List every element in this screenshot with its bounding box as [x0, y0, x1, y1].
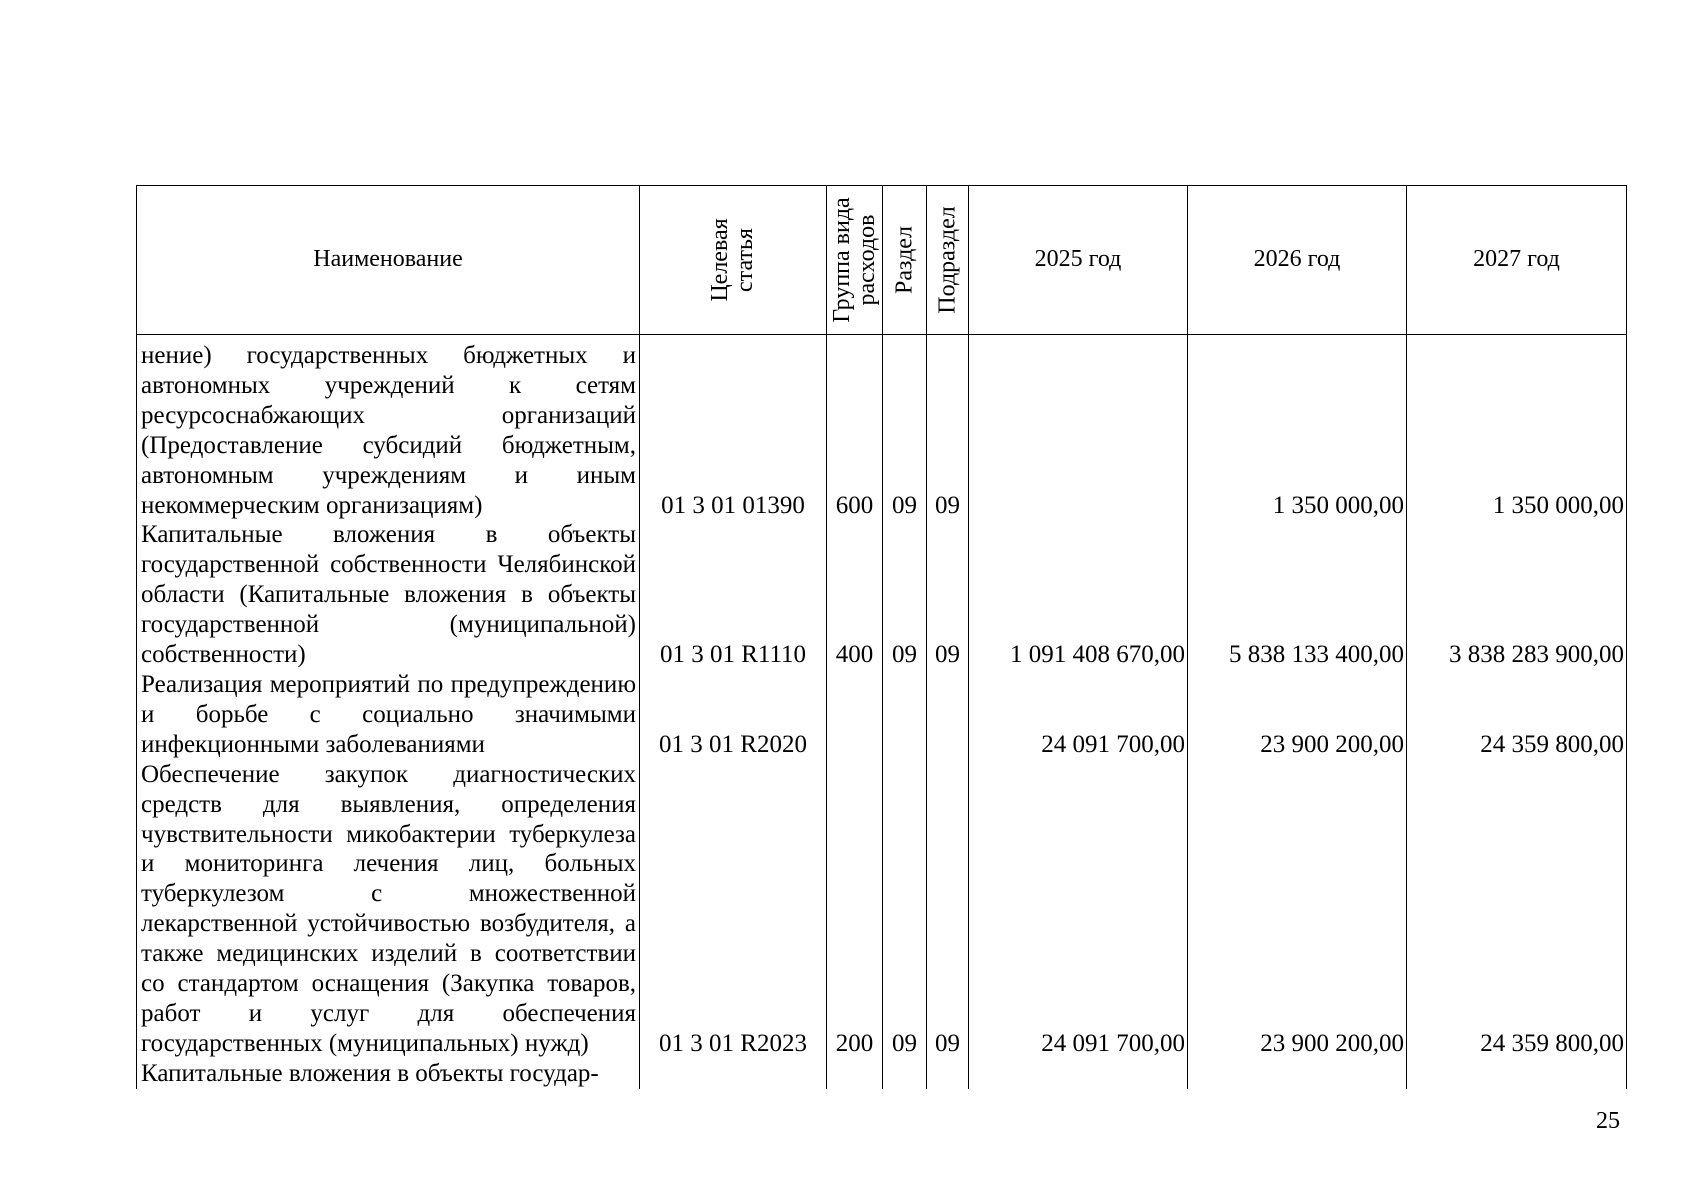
- row-name: Обеспечение закупок диагностических средств для выявления, определения чувствительности микобактерии туберкулеза и мониторинга лечения лиц, больных туберкулезом с множественной лекарственной устойчивостью возбудителя, а также медицинских изделий в соответствии со стандартом оснащения (Закупка товаров, работ и услуг для обеспечения государственных (муниципальных) нужд): [137, 760, 640, 1059]
- row-subsection: 09: [927, 760, 969, 1059]
- row-subsection: [927, 1059, 969, 1089]
- row-target-article: 01 3 01 R1110: [640, 520, 827, 670]
- header-name: Наименование: [137, 186, 640, 335]
- table-row: [137, 335, 1627, 521]
- row-name: Капитальные вложения в объекты государственной собственности Челябинской области (Капитальные вложения в объекты государственной (муниципальной) собственности): [137, 520, 640, 670]
- row-name: Капитальные вложения в объекты государ-: [137, 1059, 640, 1089]
- row-expense-group: [827, 1059, 883, 1089]
- row-amount-2026: 5 838 133 400,00: [1188, 520, 1407, 670]
- header-group-line2: расходов: [853, 214, 880, 306]
- header-year-2025: 2025 год: [969, 186, 1188, 335]
- table-row: [137, 670, 1627, 760]
- row-expense-group: [827, 670, 883, 760]
- table-body: [137, 335, 1627, 1089]
- row-target-article: 01 3 01 01390: [640, 335, 827, 521]
- row-amount-2027: 3 838 283 900,00: [1407, 520, 1627, 670]
- row-section: 09: [883, 520, 927, 670]
- row-section: [883, 670, 927, 760]
- row-subsection: 09: [927, 520, 969, 670]
- table-row-continued: [137, 1059, 1627, 1089]
- row-expense-group: 600: [827, 335, 883, 521]
- header-section-label: Раздел: [891, 226, 917, 294]
- row-expense-group: 400: [827, 520, 883, 670]
- row-subsection: [927, 670, 969, 760]
- row-amount-2025: [969, 1059, 1188, 1089]
- table-row: [137, 760, 1627, 1059]
- table-row: [137, 520, 1627, 670]
- header-target-line1: Целевая: [707, 218, 733, 302]
- row-amount-2027: 24 359 800,00: [1407, 760, 1627, 1059]
- header-subsection: [927, 186, 969, 335]
- header-section: [883, 186, 927, 335]
- header-group-line1: Группа вида: [828, 197, 855, 323]
- header-target-line2: статья: [732, 228, 758, 292]
- row-target-article: [640, 1059, 827, 1089]
- row-amount-2026: 23 900 200,00: [1188, 760, 1407, 1059]
- header-target-article: [640, 186, 827, 335]
- row-amount-2025: 1 091 408 670,00: [969, 520, 1188, 670]
- row-name: нение) государственных бюджетных и автономных учреждений к сетям ресурсоснабжающих организаций (Предоставление субсидий бюджетным, автономным учреждениям и иным некоммерческим организациям): [137, 335, 640, 521]
- row-section: 09: [883, 335, 927, 521]
- row-section: [883, 1059, 927, 1089]
- row-amount-2026: 23 900 200,00: [1188, 670, 1407, 760]
- row-expense-group: 200: [827, 760, 883, 1059]
- row-amount-2025: [969, 335, 1188, 521]
- row-amount-2027: 24 359 800,00: [1407, 670, 1627, 760]
- table-header: [137, 186, 1627, 335]
- header-expense-group: [827, 186, 883, 335]
- row-amount-2026: [1188, 1059, 1407, 1089]
- row-target-article: 01 3 01 R2020: [640, 670, 827, 760]
- row-amount-2027: 1 350 000,00: [1407, 335, 1627, 521]
- page-number: 25: [1596, 1108, 1620, 1134]
- row-subsection: 09: [927, 335, 969, 521]
- row-amount-2025: 24 091 700,00: [969, 760, 1188, 1059]
- row-target-article: 01 3 01 R2023: [640, 760, 827, 1059]
- header-year-2027: 2027 год: [1407, 186, 1627, 335]
- row-section: 09: [883, 760, 927, 1059]
- row-amount-2027: [1407, 1059, 1627, 1089]
- header-year-2026: 2026 год: [1188, 186, 1407, 335]
- header-subsection-label: Подраздел: [934, 206, 960, 314]
- row-name: Реализация мероприятий по предупреждению и борьбе с социально значимыми инфекционными заболеваниями: [137, 670, 640, 760]
- row-amount-2025: 24 091 700,00: [969, 670, 1188, 760]
- budget-table: [136, 185, 1627, 1089]
- row-amount-2026: 1 350 000,00: [1188, 335, 1407, 521]
